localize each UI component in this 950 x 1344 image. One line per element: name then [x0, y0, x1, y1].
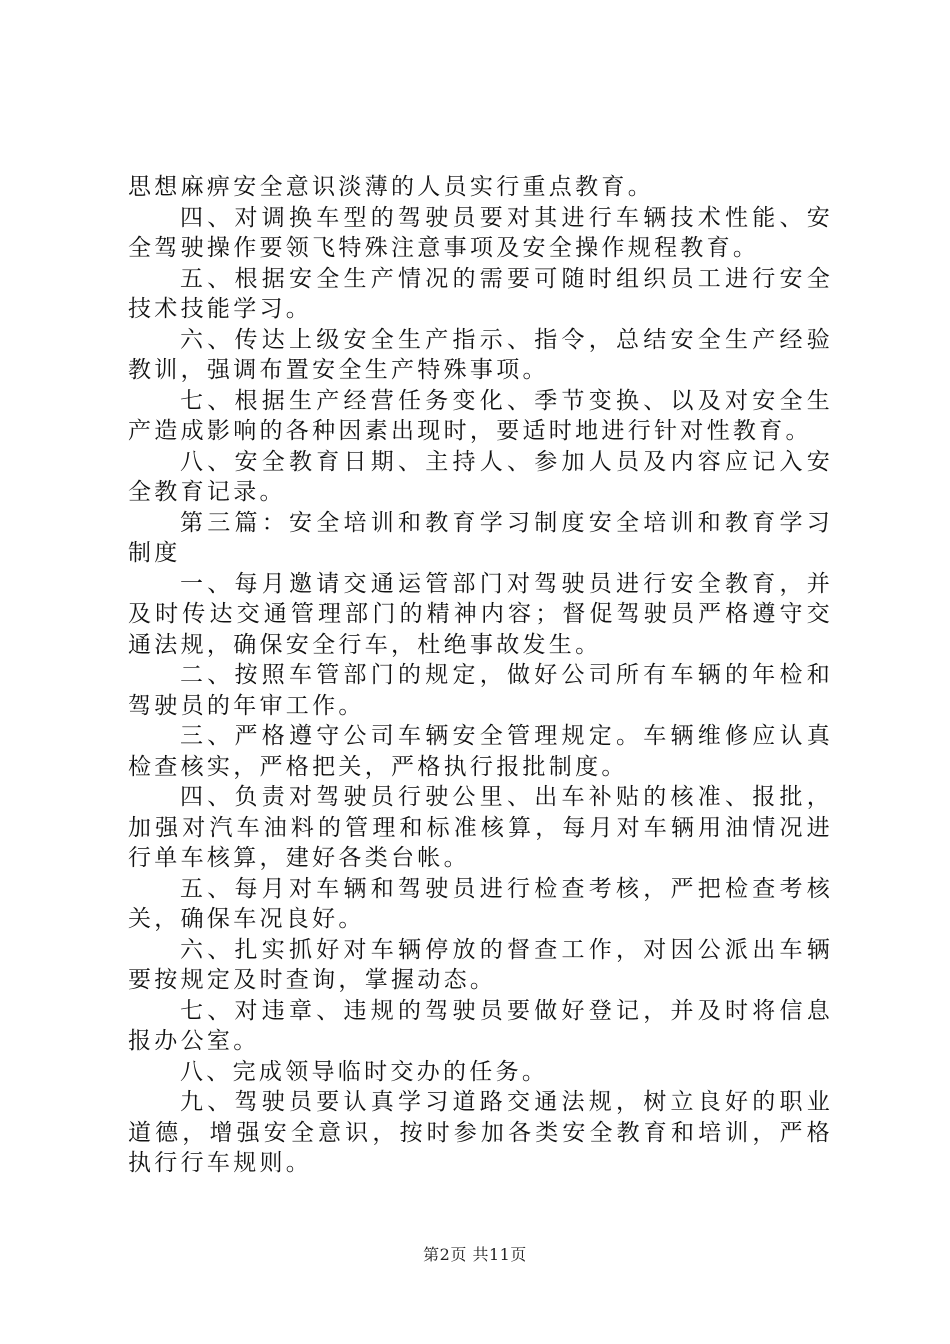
paragraph-section3-item-8: 八、完成领导临时交办的任务。	[180, 1058, 549, 1085]
paragraph-item-6: 六、传达上级安全生产指示、指令，总结安全生产经验教训，强调布置安全生产特殊事项。	[128, 326, 833, 383]
paragraph-continuation: 思想麻痹安全意识淡薄的人员实行重点教育。	[128, 174, 654, 200]
paragraph-item-8: 八、安全教育日期、主持人、参加人员及内容应记入安全教育记录。	[128, 448, 833, 505]
paragraph-item-4: 四、对调换车型的驾驶员要对其进行车辆技术性能、安全驾驶操作要领飞特殊注意事项及安全操作规程教育。	[128, 204, 833, 261]
paragraph-section3-item-3: 三、严格遵守公司车辆安全管理规定。车辆维修应认真检查核实，严格把关，严格执行报批制度。	[128, 723, 833, 780]
paragraph-section3-item-4: 四、负责对驾驶员行驶公里、出车补贴的核准、报批，加强对汽车油料的管理和标准核算，每月对车辆用油情况进行单车核算，建好各类台帐。	[128, 784, 833, 871]
paragraph-item-7: 七、根据生产经营任务变化、季节变换、以及对安全生产造成影响的各种因素出现时，要适时地进行针对性教育。	[128, 387, 833, 444]
document-body	[128, 172, 833, 1179]
paragraph-section3-item-9: 九、驾驶员要认真学习道路交通法规，树立良好的职业道德，增强安全意识，按时参加各类安全教育和培训，严格执行行车规则。	[128, 1089, 833, 1176]
section-heading: 第三篇：安全培训和教育学习制度安全培训和教育学习制度	[128, 509, 833, 566]
paragraph-section3-item-2: 二、按照车管部门的规定，做好公司所有车辆的年检和驾驶员的年审工作。	[128, 662, 833, 719]
paragraph-section3-item-6: 六、扎实抓好对车辆停放的督查工作，对因公派出车辆要按规定及时查询，掌握动态。	[128, 936, 833, 993]
paragraph-section3-item-1: 一、每月邀请交通运管部门对驾驶员进行安全教育，并及时传达交通管理部门的精神内容；督促驾驶员严格遵守交通法规，确保安全行车，杜绝事故发生。	[128, 570, 833, 658]
paragraph-section3-item-7: 七、对违章、违规的驾驶员要做好登记，并及时将信息报办公室。	[128, 997, 833, 1054]
paragraph-item-5: 五、根据安全生产情况的需要可随时组织员工进行安全技术技能学习。	[128, 265, 833, 322]
paragraph-section3-item-5: 五、每月对车辆和驾驶员进行检查考核，严把检查考核关，确保车况良好。	[128, 875, 833, 932]
page-number-footer: 第2页 共11页	[423, 1245, 527, 1264]
